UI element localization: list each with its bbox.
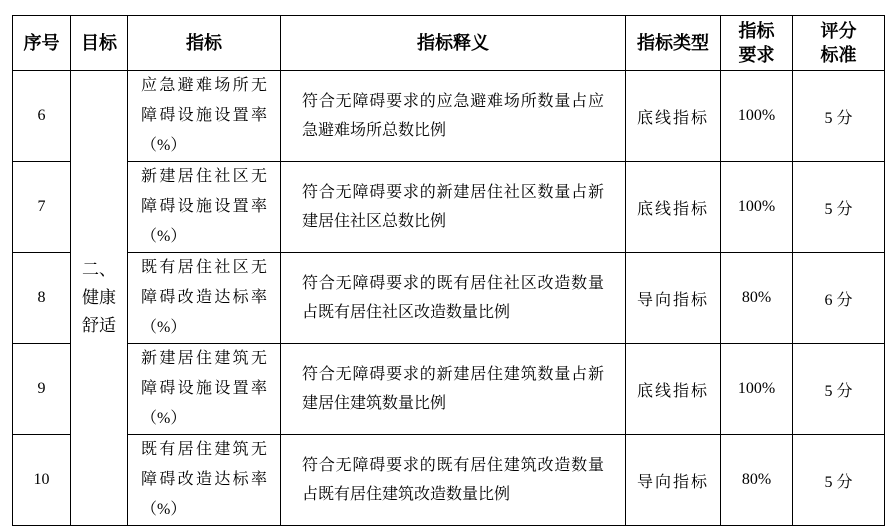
indicator-meaning-cell: 符合无障碍要求的新建居住社区数量占新建居住社区总数比例 bbox=[281, 162, 626, 253]
header-indicator-type: 指标类型 bbox=[626, 16, 721, 71]
score-standard-cell: 5 分 bbox=[793, 162, 885, 253]
goal-line-1: 二、 bbox=[82, 260, 116, 279]
table-header-row bbox=[13, 16, 885, 71]
indicator-requirement-cell: 100% bbox=[721, 162, 793, 253]
score-standard-cell: 5 分 bbox=[793, 344, 885, 435]
serial-number-cell: 6 bbox=[13, 71, 71, 162]
table-row-10 bbox=[13, 435, 885, 526]
indicator-meaning-cell: 符合无障碍要求的既有居住社区改造数量占既有居住社区改造数量比例 bbox=[281, 253, 626, 344]
indicator-type-cell: 底线指标 bbox=[626, 162, 721, 253]
table-row-9 bbox=[13, 344, 885, 435]
table-row-6 bbox=[13, 71, 885, 162]
serial-number-cell: 8 bbox=[13, 253, 71, 344]
serial-number-cell: 10 bbox=[13, 435, 71, 526]
indicator-cell: 既有居住社区无障碍改造达标率（%） bbox=[128, 253, 281, 344]
indicator-type-cell: 底线指标 bbox=[626, 344, 721, 435]
table-row-7 bbox=[13, 162, 885, 253]
header-indicator-requirement-line2: 要求 bbox=[738, 45, 775, 65]
header-goal: 目标 bbox=[71, 16, 128, 71]
indicator-table bbox=[12, 15, 885, 526]
serial-number-cell: 7 bbox=[13, 162, 71, 253]
serial-number-cell: 9 bbox=[13, 344, 71, 435]
indicator-requirement-cell: 100% bbox=[721, 344, 793, 435]
indicator-meaning-cell: 符合无障碍要求的应急避难场所数量占应急避难场所总数比例 bbox=[281, 71, 626, 162]
score-standard-cell: 5 分 bbox=[793, 71, 885, 162]
header-score-standard-line2: 标准 bbox=[820, 45, 857, 65]
indicator-cell: 既有居住建筑无障碍改造达标率（%） bbox=[128, 435, 281, 526]
table-row-8 bbox=[13, 253, 885, 344]
indicator-meaning-cell: 符合无障碍要求的新建居住建筑数量占新建居住建筑数量比例 bbox=[281, 344, 626, 435]
goal-line-2: 健康 bbox=[82, 288, 116, 307]
header-indicator: 指标 bbox=[128, 16, 281, 71]
score-standard-cell: 6 分 bbox=[793, 253, 885, 344]
indicator-type-cell: 导向指标 bbox=[626, 253, 721, 344]
indicator-cell: 新建居住社区无障碍设施设置率（%） bbox=[128, 162, 281, 253]
indicator-cell: 新建居住建筑无障碍设施设置率（%） bbox=[128, 344, 281, 435]
indicator-meaning-cell: 符合无障碍要求的既有居住建筑改造数量占既有居住建筑改造数量比例 bbox=[281, 435, 626, 526]
header-serial-number: 序号 bbox=[13, 16, 71, 71]
header-indicator-requirement bbox=[721, 16, 793, 71]
header-indicator-meaning: 指标释义 bbox=[281, 16, 626, 71]
goal-group-cell bbox=[71, 71, 128, 526]
header-indicator-requirement-line1: 指标 bbox=[738, 21, 775, 41]
score-standard-cell: 5 分 bbox=[793, 435, 885, 526]
indicator-type-cell: 导向指标 bbox=[626, 435, 721, 526]
indicator-requirement-cell: 80% bbox=[721, 435, 793, 526]
indicator-requirement-cell: 100% bbox=[721, 71, 793, 162]
indicator-type-cell: 底线指标 bbox=[626, 71, 721, 162]
indicator-requirement-cell: 80% bbox=[721, 253, 793, 344]
indicator-cell: 应急避难场所无障碍设施设置率（%） bbox=[128, 71, 281, 162]
header-score-standard-line1: 评分 bbox=[820, 21, 857, 41]
goal-line-3: 舒适 bbox=[82, 316, 116, 335]
header-score-standard bbox=[793, 16, 885, 71]
